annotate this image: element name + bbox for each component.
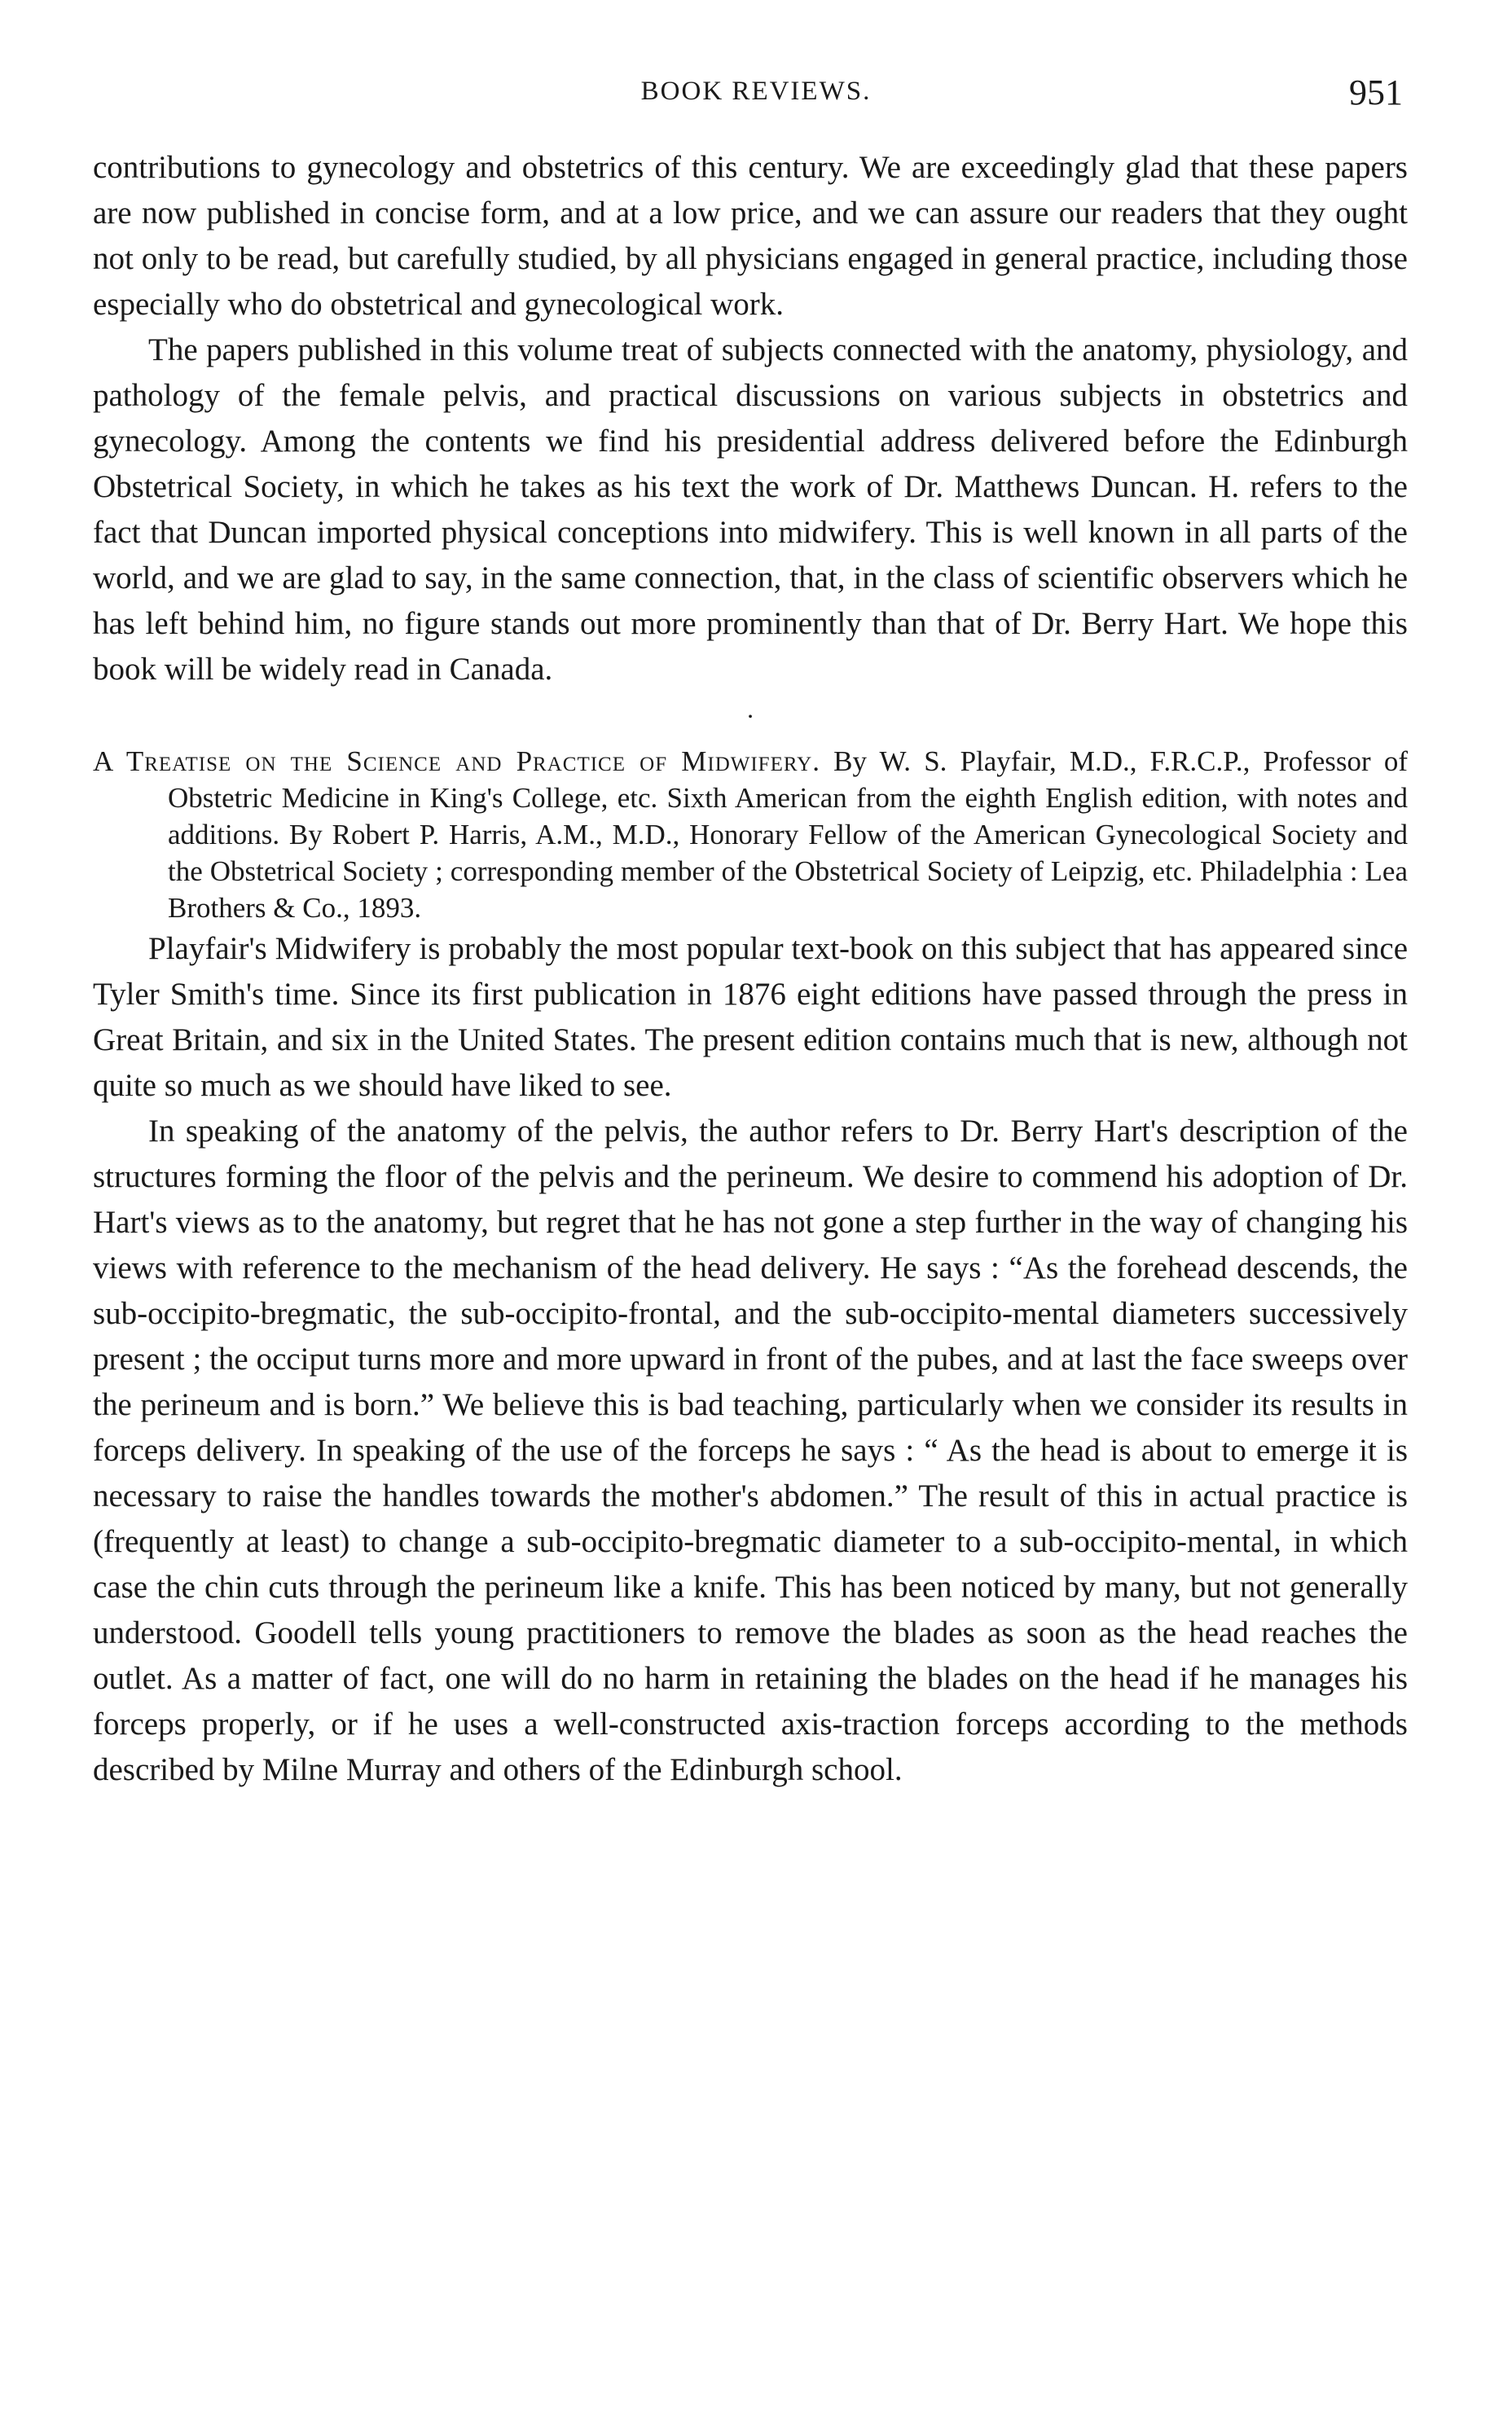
section-separator: • bbox=[748, 710, 753, 724]
review2-paragraph-2: In speaking of the anatomy of the pelvis, the author refers to Dr. Berry Hart's description of the structures forming the floor of the pelvis and the perineum. We desire to commend his adoption of Dr. Hart's views as to the anatomy, but regret that he has not gone a step further in the way of changing his views with reference to the mechanism of the head delivery. He says : “As the forehead descends, the sub-occipito-bregmatic, the sub-occipito-frontal, and the sub-occipito-mental diameters successively present ; the occiput turns more and more upward in front of the pubes, and at last the face sweeps over the perineum and is born.” We believe this is bad teaching, particularly when we consider its results in forceps delivery. In speaking of the use of the forceps he says : “ As the head is about to emerge it is necessary to raise the handles towards the mother's abdomen.” The result of this in actual practice is (frequently at least) to change a sub-occipito-bregmatic diameter to a sub-occipito-mental, in which case the chin cuts through the perineum like a knife. This has been noticed by many, but not generally understood. Goodell tells young practitioners to remove the blades as soon as the head reaches the outlet. As a matter of fact, one will do no harm in retaining the blades on the head if he manages his forceps properly, or if he uses a well-constructed axis-traction forceps according to the methods described by Milne Murray and others of the Edinburgh school. bbox=[93, 1114, 1408, 1787]
page-body bbox=[93, 145, 1408, 1793]
book-citation-details: By W. S. Playfair, M.D., F.R.C.P., Professor of Obstetric Medicine in King's College, etc. Sixth American from the eighth English edition, with notes and additions. By Robert P. Harris, A.M., M.D., Honorary Fellow of the American Gynecological Society and the Obstetrical Society ; corresponding member of the Obstetrical Society of Leipzig, etc. Philadelphia : Lea Brothers & Co., 1893. bbox=[168, 745, 1409, 924]
review1-paragraph-1: contributions to gynecology and obstetrics of this century. We are exceedingly glad that these papers are now published in concise form, and at a low price, and we can assure our readers that they ought not only to be read, but carefully studied, by all physicians engaged in general practice, including those especially who do obstetrical and gynecological work. bbox=[93, 150, 1408, 322]
page-number: 951 bbox=[1349, 72, 1403, 112]
review1-paragraph-2: The papers published in this volume treat of subjects connected with the anatomy, physiology, and pathology of the female pelvis, and practical discussions on various subjects in obstetrics and gynecology. Among the contents we find his presidential address delivered before the Edinburgh Obstetrical Society, in which he takes as his text the work of Dr. Matthews Duncan. H. refers to the fact that Duncan imported physical conceptions into midwifery. This is well known in all parts of the world, and we are glad to say, in the same connection, that, in the class of scientific observers which he has left behind him, no figure stands out more prominently than that of Dr. Berry Hart. We hope this book will be widely read in Canada. bbox=[93, 332, 1408, 687]
review2-paragraph-1: Playfair's Midwifery is probably the most popular text-book on this subject that has appeared since Tyler Smith's time. Since its first publication in 1876 eight editions have passed through the press in Great Britain, and six in the United States. The present edition contains much that is new, although not quite so much as we should have liked to see. bbox=[93, 931, 1408, 1103]
review2-citation bbox=[93, 743, 1408, 926]
running-head: BOOK REVIEWS. bbox=[640, 77, 872, 106]
page-header bbox=[0, 72, 1512, 121]
book-title: A Treatise on the Science and Practice of Midwifery. bbox=[93, 745, 820, 777]
